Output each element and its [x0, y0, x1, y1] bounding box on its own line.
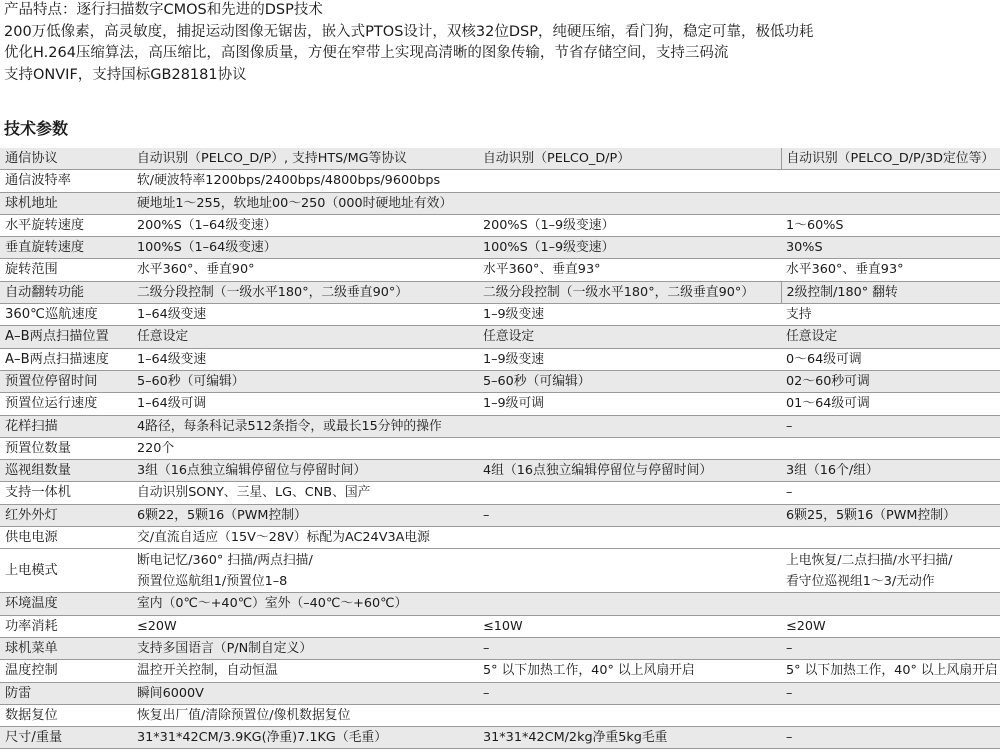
row-header: 环境温度	[0, 593, 132, 615]
table-cell: 支持多国语言（P/N制自定义）	[132, 637, 478, 659]
row-header: 预置位停留时间	[0, 370, 132, 392]
table-row	[0, 460, 1000, 482]
cell-line: 断电记忆/360° 扫描/两点扫描/	[137, 552, 313, 568]
table-row	[0, 192, 1000, 214]
table-cell: ≤20W	[781, 615, 1000, 637]
table-row	[0, 704, 1000, 726]
row-header: 防雷	[0, 682, 132, 704]
table-cell: 1–64级变速	[132, 348, 478, 370]
table-cell: 5° 以下加热工作，40° 以上风扇开启	[781, 660, 1000, 682]
table-row	[0, 170, 1000, 192]
table-row	[0, 326, 1000, 348]
table-cell: 4路径，每条科记录512条指令，或最长15分钟的操作	[132, 415, 781, 437]
table-row	[0, 348, 1000, 370]
spec-table	[0, 148, 1000, 749]
table-row	[0, 482, 1000, 504]
features-line-2: 200万低像素，高灵敏度，捕捉运动图像无锯齿，嵌入式PTOS设计，双核32位DSP，纯硬压缩，看门狗，稳定可靠，极低功耗	[4, 23, 814, 40]
table-cell: 支持	[781, 304, 1000, 326]
table-cell: –	[781, 637, 1000, 659]
table-cell: –	[478, 682, 781, 704]
row-header: 功率消耗	[0, 615, 132, 637]
table-row	[0, 214, 1000, 236]
table-cell: 3组（16点独立编辑停留位与停留时间）	[132, 460, 478, 482]
row-header: A–B两点扫描速度	[0, 348, 132, 370]
features-line-1: 产品特点：逐行扫描数字CMOS和先进的DSP技术	[4, 2, 323, 18]
table-cell: –	[478, 637, 781, 659]
table-cell: –	[478, 504, 781, 526]
table-cell: 二级分段控制（一级水平180°，二级垂直90°）	[132, 281, 478, 303]
table-cell: 自动识别SONY、三星、LG、CNB、国产	[132, 482, 781, 504]
table-cell: 3组（16个/组）	[781, 460, 1000, 482]
table-cell: 200%S（1–64级变速）	[132, 214, 478, 236]
table-cell: 室内（0℃～+40℃）室外（–40℃～+60℃）	[132, 593, 1000, 615]
table-cell: –	[781, 682, 1000, 704]
row-header: 支持一体机	[0, 482, 132, 504]
table-cell: 1–9级变速	[478, 304, 781, 326]
table-cell: 5–60秒（可编辑）	[478, 370, 781, 392]
table-cell	[132, 549, 781, 593]
table-cell: 任意设定	[781, 326, 1000, 348]
row-header: 温度控制	[0, 660, 132, 682]
table-cell: 1–9级变速	[478, 348, 781, 370]
section-title: 技术参数	[4, 119, 69, 138]
table-cell: 4组（16点独立编辑停留位与停留时间）	[478, 460, 781, 482]
table-row	[0, 415, 1000, 437]
table-cell: 30%S	[781, 237, 1000, 259]
row-header: 预置位运行速度	[0, 393, 132, 415]
table-cell: 02～60秒可调	[781, 370, 1000, 392]
table-row	[0, 527, 1000, 549]
table-row	[0, 727, 1000, 749]
table-row	[0, 393, 1000, 415]
table-row	[0, 437, 1000, 459]
row-header: 花样扫描	[0, 415, 132, 437]
row-header: 垂直旋转速度	[0, 237, 132, 259]
table-cell: 瞬间6000V	[132, 682, 478, 704]
table-cell: 100%S（1–64级变速）	[132, 237, 478, 259]
table-cell: 220个	[132, 437, 1000, 459]
table-cell: 5–60秒（可编辑）	[132, 370, 478, 392]
table-cell: 交/直流自适应（15V～28V）标配为AC24V3A电源	[132, 527, 1000, 549]
table-cell: ≤10W	[478, 615, 781, 637]
cell-line: 预置位巡航组1/预置位1–8	[137, 573, 288, 589]
table-cell: 5° 以下加热工作，40° 以上风扇开启	[478, 660, 781, 682]
table-cell: –	[781, 482, 1000, 504]
features-line-3: 优化H.264压缩算法，高压缩比，高图像质量，方便在窄带上实现高清晰的图象传输，节省存储空间，支持三码流	[4, 45, 729, 61]
table-cell: 31*31*42CM/3.9KG(净重)7.1KG（毛重）	[132, 727, 478, 749]
cell-line: 看守位巡视组1～3/无动作	[786, 573, 935, 589]
table-cell: 1–64级可调	[132, 393, 478, 415]
table-cell: 硬地址1～255，软地址00～250（000时硬地址有效）	[132, 192, 1000, 214]
table-cell: 1–9级可调	[478, 393, 781, 415]
row-header: 球机菜单	[0, 637, 132, 659]
table-row	[0, 237, 1000, 259]
table-row	[0, 682, 1000, 704]
table-cell: ≤20W	[132, 615, 478, 637]
features-line-4: 支持ONVIF，支持国标GB28181协议	[4, 66, 247, 83]
table-row	[0, 259, 1000, 281]
table-row	[0, 637, 1000, 659]
product-features	[4, 0, 1000, 86]
table-row	[0, 304, 1000, 326]
row-header: 旋转范围	[0, 259, 132, 281]
table-row	[0, 615, 1000, 637]
row-header: 预置位数量	[0, 437, 132, 459]
table-cell: 6颗22，5颗16（PWM控制）	[132, 504, 478, 526]
table-cell: 任意设定	[478, 326, 781, 348]
row-header: A–B两点扫描位置	[0, 326, 132, 348]
row-header: 通信协议	[0, 148, 132, 170]
table-cell: 1～60%S	[781, 214, 1000, 236]
table-cell: 水平360°、垂直93°	[781, 259, 1000, 281]
table-cell: 自动识别（PELCO_D/P）	[478, 148, 781, 170]
row-header: 自动翻转功能	[0, 281, 132, 303]
table-row	[0, 504, 1000, 526]
table-cell: –	[781, 415, 1000, 437]
table-row	[0, 281, 1000, 303]
row-header: 上电模式	[0, 549, 132, 593]
row-header: 尺寸/重量	[0, 727, 132, 749]
table-cell: 自动识别（PELCO_D/P/3D定位等）	[781, 148, 1000, 170]
table-cell: 软/硬波特率1200bps/2400bps/4800bps/9600bps	[132, 170, 1000, 192]
row-header: 巡视组数量	[0, 460, 132, 482]
row-header: 球机地址	[0, 192, 132, 214]
table-row	[0, 549, 1000, 593]
row-header: 红外外灯	[0, 504, 132, 526]
table-cell: 200%S（1–9级变速）	[478, 214, 781, 236]
cell-line: 上电恢复/二点扫描/水平扫描/	[786, 552, 953, 568]
table-cell: 恢复出厂值/清除预置位/像机数据复位	[132, 704, 1000, 726]
table-row	[0, 148, 1000, 170]
table-cell: 1–64级变速	[132, 304, 478, 326]
table-cell: 二级分段控制（一级水平180°，二级垂直90°）	[478, 281, 781, 303]
table-cell: 0～64级可调	[781, 348, 1000, 370]
table-cell: 01～64级可调	[781, 393, 1000, 415]
table-cell	[781, 549, 1000, 593]
table-cell: 水平360°、垂直90°	[132, 259, 478, 281]
row-header: 数据复位	[0, 704, 132, 726]
table-cell: 6颗25，5颗16（PWM控制）	[781, 504, 1000, 526]
table-row	[0, 660, 1000, 682]
table-row	[0, 593, 1000, 615]
table-cell: 31*31*42CM/2kg净重5kg毛重	[478, 727, 781, 749]
table-cell: 自动识别（PELCO_D/P）, 支持HTS/MG等协议	[132, 148, 478, 170]
table-cell: 水平360°、垂直93°	[478, 259, 781, 281]
table-cell: 2级控制/180° 翻转	[781, 281, 1000, 303]
table-cell: 温控开关控制，自动恒温	[132, 660, 478, 682]
table-cell: –	[781, 727, 1000, 749]
table-cell: 100%S（1–9级变速）	[478, 237, 781, 259]
row-header: 通信波特率	[0, 170, 132, 192]
row-header: 供电电源	[0, 527, 132, 549]
table-row	[0, 370, 1000, 392]
table-cell: 任意设定	[132, 326, 478, 348]
row-header: 水平旋转速度	[0, 214, 132, 236]
row-header: 360℃巡航速度	[0, 304, 132, 326]
